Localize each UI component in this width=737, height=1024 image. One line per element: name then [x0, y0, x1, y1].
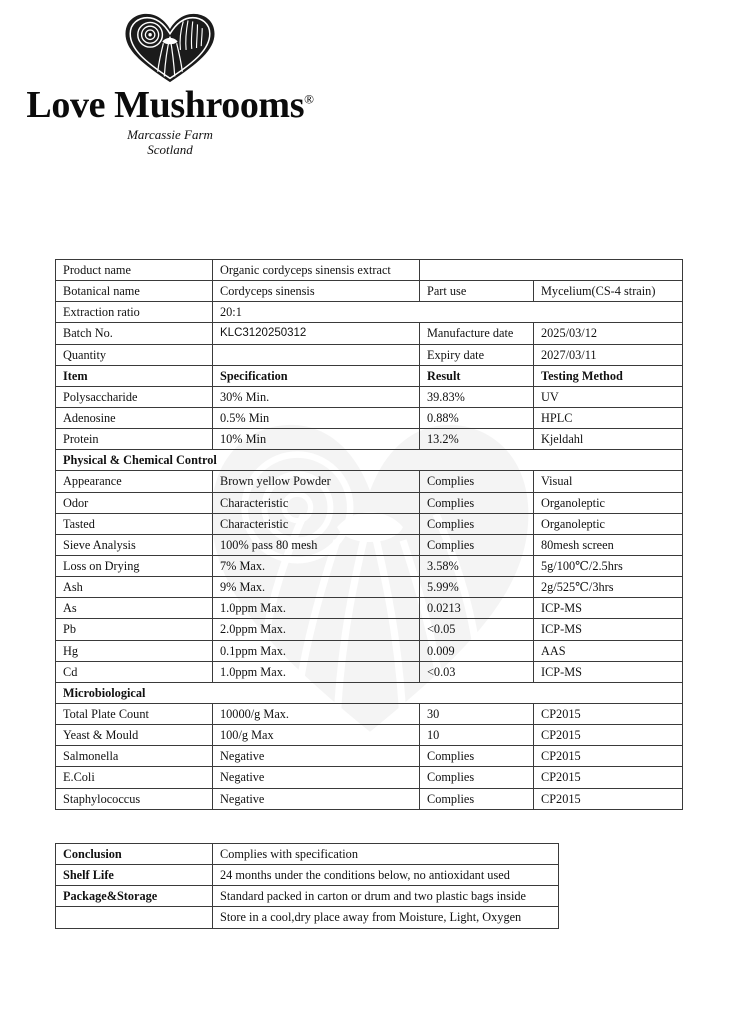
cell-method: CP2015: [534, 767, 683, 788]
brand-tagline: [0, 128, 340, 158]
cell-specification: Brown yellow Powder: [213, 471, 420, 492]
table-row: [56, 429, 683, 450]
table-row: [56, 788, 683, 809]
table-row-storage-conditions: [56, 907, 559, 928]
cell-method: ICP-MS: [534, 619, 683, 640]
table-row: [56, 746, 683, 767]
cell-result: 10: [420, 725, 534, 746]
cell-item: Polysaccharide: [56, 386, 213, 407]
cell-item: Appearance: [56, 471, 213, 492]
value-part-use: Mycelium(CS-4 strain): [534, 281, 683, 302]
value-storage-conditions: Store in a cool,dry place away from Moisture, Light, Oxygen: [213, 907, 559, 928]
table-row-package-storage: [56, 886, 559, 907]
table-row: [56, 767, 683, 788]
cell-item: Odor: [56, 492, 213, 513]
label-product-name: Product name: [56, 260, 213, 281]
column-header-testing-method: Testing Method: [534, 365, 683, 386]
cell-result: 30: [420, 703, 534, 724]
section-title-physical-chemical: Physical & Chemical Control: [56, 450, 683, 471]
value-package-storage: Standard packed in carton or drum and two plastic bags inside: [213, 886, 559, 907]
cell-item: Sieve Analysis: [56, 534, 213, 555]
cell-specification: Negative: [213, 767, 420, 788]
table-row: [56, 725, 683, 746]
farm-name: Marcassie Farm: [127, 127, 213, 142]
value-conclusion: Complies with specification: [213, 844, 559, 865]
cell-result: Complies: [420, 471, 534, 492]
brand-wordmark: [0, 86, 340, 124]
cell-specification: 7% Max.: [213, 555, 420, 576]
table-row: [56, 471, 683, 492]
label-batch-no: Batch No.: [56, 323, 213, 344]
cell-item: Total Plate Count: [56, 703, 213, 724]
table-row: [56, 513, 683, 534]
section-header-microbiological: [56, 682, 683, 703]
table-row: [56, 598, 683, 619]
cell-result: Complies: [420, 534, 534, 555]
cell-item: Hg: [56, 640, 213, 661]
value-batch-no: KLC3120250312: [213, 323, 420, 344]
value-manufacture-date: 2025/03/12: [534, 323, 683, 344]
table-row-extraction-ratio: [56, 302, 683, 323]
certificate-footer-table: [55, 843, 559, 929]
cell-specification: 2.0ppm Max.: [213, 619, 420, 640]
label-manufacture-date: Manufacture date: [420, 323, 534, 344]
cell-result: <0.03: [420, 661, 534, 682]
table-row: [56, 661, 683, 682]
cell-method: CP2015: [534, 725, 683, 746]
cell-specification: 0.5% Min: [213, 407, 420, 428]
cell-item: Tasted: [56, 513, 213, 534]
cell-result: Complies: [420, 767, 534, 788]
cell-specification: Characteristic: [213, 492, 420, 513]
table-row: [56, 492, 683, 513]
cell-method: 2g/525℃/3hrs: [534, 577, 683, 598]
cell-result: Complies: [420, 513, 534, 534]
country-name: Scotland: [147, 141, 193, 157]
heart-mushroom-icon: [122, 12, 218, 84]
cell-result: 39.83%: [420, 386, 534, 407]
table-row: [56, 577, 683, 598]
cell-method: 5g/100℃/2.5hrs: [534, 555, 683, 576]
letterhead-logo: [0, 12, 340, 158]
cell-method: ICP-MS: [534, 598, 683, 619]
table-row-batch-no: [56, 323, 683, 344]
cell-item: Yeast & Mould: [56, 725, 213, 746]
cell-method: UV: [534, 386, 683, 407]
cell-result: Complies: [420, 788, 534, 809]
cell-method: CP2015: [534, 703, 683, 724]
table-row: [56, 703, 683, 724]
registered-trademark-icon: ®: [304, 91, 314, 107]
label-storage-conditions-empty: [56, 907, 213, 928]
table-row-quantity: [56, 344, 683, 365]
table-row-conclusion: [56, 844, 559, 865]
cell-method: CP2015: [534, 746, 683, 767]
table-body: [56, 260, 683, 810]
cell-item: Pb: [56, 619, 213, 640]
value-product-name-empty: [420, 260, 683, 281]
cell-item: As: [56, 598, 213, 619]
table-row-shelf-life: [56, 865, 559, 886]
cell-specification: 9% Max.: [213, 577, 420, 598]
table-row: [56, 555, 683, 576]
cell-specification: 1.0ppm Max.: [213, 598, 420, 619]
cell-specification: 0.1ppm Max.: [213, 640, 420, 661]
cell-specification: 10% Min: [213, 429, 420, 450]
cell-result: Complies: [420, 492, 534, 513]
value-shelf-life: 24 months under the conditions below, no antioxidant used: [213, 865, 559, 886]
cell-specification: 100% pass 80 mesh: [213, 534, 420, 555]
cell-specification: 1.0ppm Max.: [213, 661, 420, 682]
table-column-header-row: [56, 365, 683, 386]
cell-method: AAS: [534, 640, 683, 661]
label-package-storage: Package&Storage: [56, 886, 213, 907]
value-botanical-name: Cordyceps sinensis: [213, 281, 420, 302]
cell-specification: Characteristic: [213, 513, 420, 534]
table-row-product-name: [56, 260, 683, 281]
cell-item: E.Coli: [56, 767, 213, 788]
section-title-microbiological: Microbiological: [56, 682, 683, 703]
table-row: [56, 640, 683, 661]
label-shelf-life: Shelf Life: [56, 865, 213, 886]
cell-specification: 100/g Max: [213, 725, 420, 746]
column-header-result: Result: [420, 365, 534, 386]
cell-item: Ash: [56, 577, 213, 598]
value-quantity: [213, 344, 420, 365]
footer-table-body: [56, 844, 559, 929]
cell-result: 0.009: [420, 640, 534, 661]
cell-method: ICP-MS: [534, 661, 683, 682]
table-row: [56, 386, 683, 407]
cell-specification: 10000/g Max.: [213, 703, 420, 724]
label-part-use: Part use: [420, 281, 534, 302]
cell-item: Cd: [56, 661, 213, 682]
label-extraction-ratio: Extraction ratio: [56, 302, 213, 323]
cell-result: 13.2%: [420, 429, 534, 450]
cell-result: Complies: [420, 746, 534, 767]
label-quantity: Quantity: [56, 344, 213, 365]
cell-specification: Negative: [213, 746, 420, 767]
cell-result: <0.05: [420, 619, 534, 640]
cell-result: 0.0213: [420, 598, 534, 619]
cell-method: Kjeldahl: [534, 429, 683, 450]
value-extraction-ratio: 20:1: [213, 302, 683, 323]
value-product-name: Organic cordyceps sinensis extract: [213, 260, 420, 281]
cell-item: Protein: [56, 429, 213, 450]
certificate-of-analysis-table: [55, 259, 683, 810]
cell-result: 0.88%: [420, 407, 534, 428]
cell-item: Salmonella: [56, 746, 213, 767]
cell-method: 80mesh screen: [534, 534, 683, 555]
brand-name: Love Mushrooms: [26, 84, 305, 126]
cell-specification: Negative: [213, 788, 420, 809]
table-row: [56, 534, 683, 555]
cell-item: Staphylococcus: [56, 788, 213, 809]
cell-item: Loss on Drying: [56, 555, 213, 576]
label-botanical-name: Botanical name: [56, 281, 213, 302]
value-expiry-date: 2027/03/11: [534, 344, 683, 365]
label-expiry-date: Expiry date: [420, 344, 534, 365]
cell-method: Organoleptic: [534, 513, 683, 534]
column-header-item: Item: [56, 365, 213, 386]
cell-specification: 30% Min.: [213, 386, 420, 407]
table-row: [56, 619, 683, 640]
cell-result: 3.58%: [420, 555, 534, 576]
cell-method: Visual: [534, 471, 683, 492]
column-header-specification: Specification: [213, 365, 420, 386]
cell-method: HPLC: [534, 407, 683, 428]
cell-result: 5.99%: [420, 577, 534, 598]
table-row: [56, 407, 683, 428]
section-header-physical-chemical: [56, 450, 683, 471]
cell-method: CP2015: [534, 788, 683, 809]
cell-item: Adenosine: [56, 407, 213, 428]
table-row-botanical-name: [56, 281, 683, 302]
label-conclusion: Conclusion: [56, 844, 213, 865]
cell-method: Organoleptic: [534, 492, 683, 513]
